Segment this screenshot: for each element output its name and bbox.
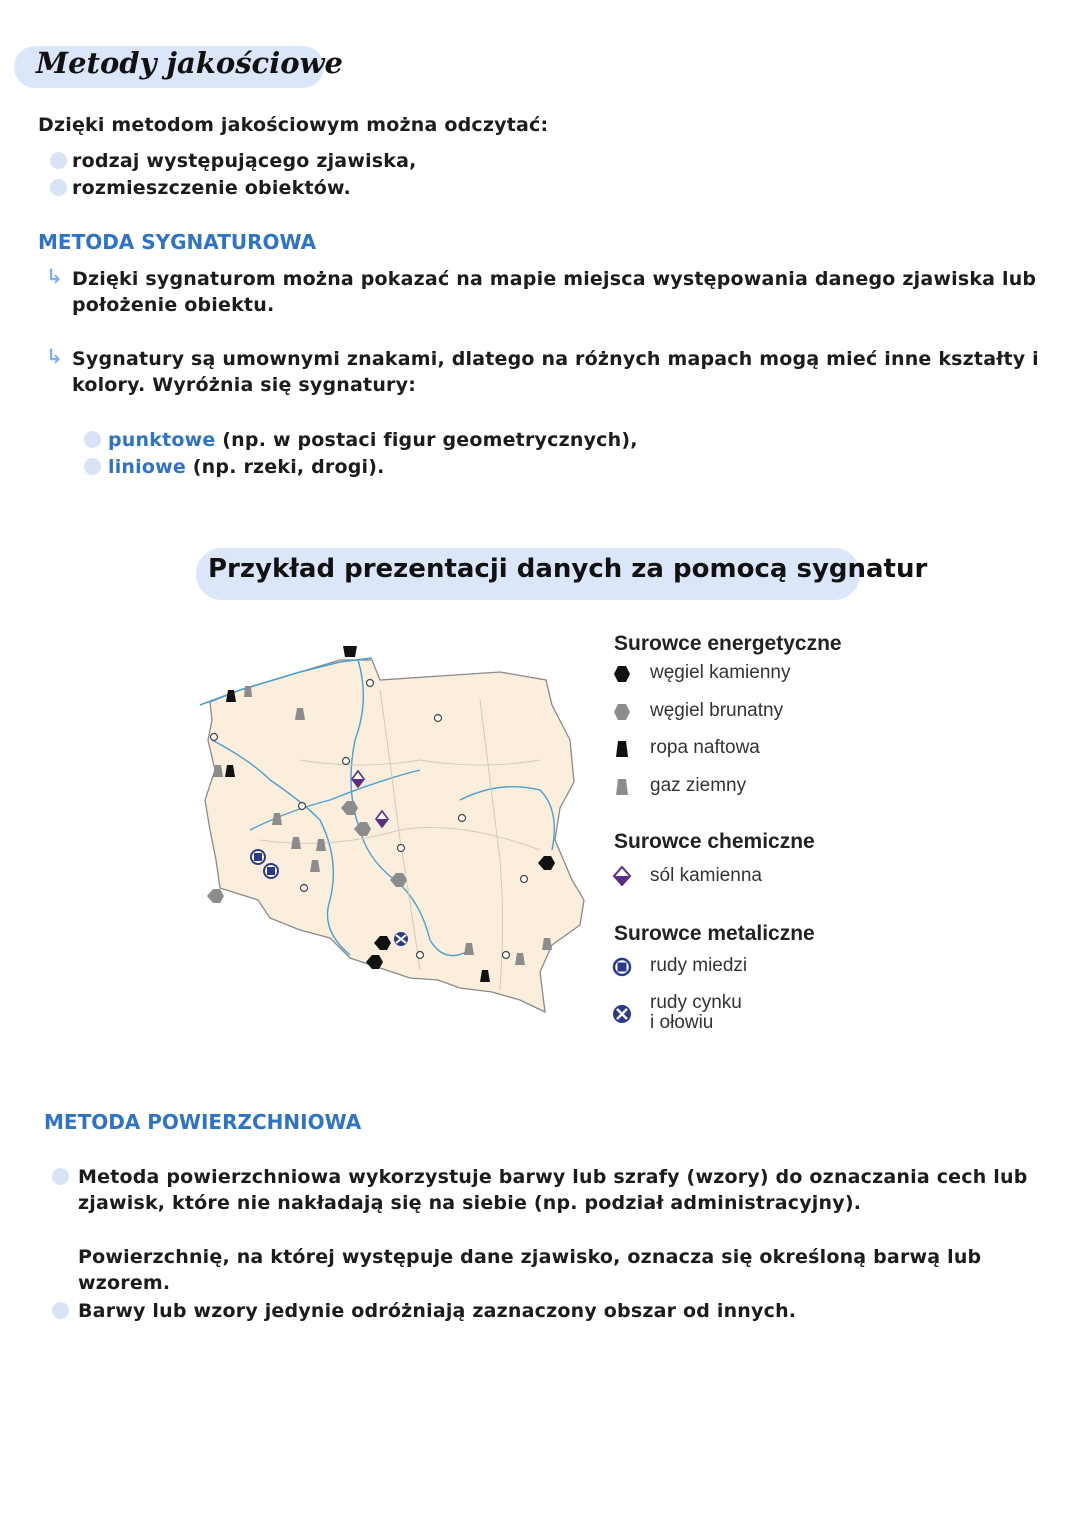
signature-type-desc: (np. w postaci figur geometrycznych), — [222, 429, 638, 451]
area-p1-line1: Metoda powierzchniowa wykorzystuje barwy lub szrafy (wzory) do oznaczania cech lub — [78, 1166, 1028, 1188]
signature-type-name: punktowe — [108, 429, 216, 451]
bullet-icon — [52, 1168, 69, 1185]
hexagon-black-icon — [612, 664, 632, 684]
bullet-icon — [52, 1302, 69, 1319]
signature-type-desc: (np. rzeki, drogi). — [192, 456, 385, 478]
signature-type-line — [108, 454, 385, 480]
copper-circle-icon — [612, 957, 632, 977]
bullet-icon — [84, 431, 101, 448]
signature-p2-line1: Sygnatury są umownymi znakami, dlatego na różnych mapach mogą mieć inne kształty i — [72, 348, 1039, 370]
intro-text: Dzięki metodom jakościowym można odczytać: — [38, 114, 549, 136]
legend-item-label: rudy cynku — [650, 992, 742, 1013]
section-heading-signature: METODA SYGNATUROWA — [38, 230, 317, 254]
signature-p1-line2: położenie obiektu. — [72, 294, 275, 316]
legend-group-title: Surowce chemiczne — [614, 830, 815, 853]
legend-item-label: gaz ziemny — [650, 775, 747, 796]
legend-item-label: węgiel kamienny — [650, 662, 791, 683]
poland-outline — [205, 660, 584, 1012]
signature-type-name: liniowe — [108, 456, 186, 478]
legend-item-label-multiline — [650, 993, 742, 1033]
hexagon-gray-icon — [612, 702, 632, 722]
diamond-purple-icon — [612, 866, 632, 886]
bullet-icon — [84, 458, 101, 475]
trapezoid-black-icon — [612, 739, 632, 759]
signature-type-point — [108, 427, 638, 453]
legend-item-label: rudy miedzi — [650, 955, 748, 976]
signature-p2-line2: kolory. Wyróżnia się sygnatury: — [72, 374, 417, 396]
example-heading: Przykład prezentacji danych za pomocą sygnatur — [208, 554, 928, 584]
section-heading-area: METODA POWIERZCHNIOWA — [44, 1110, 362, 1134]
bullet-icon — [50, 152, 67, 169]
legend-item-label: węgiel brunatny — [650, 700, 784, 721]
legend-item-label: sól kamienna — [650, 865, 762, 886]
page-title: Metody jakościowe — [36, 46, 343, 80]
area-p3: Barwy lub wzory jedynie odróżniają zaznaczony obszar od innych. — [78, 1300, 797, 1322]
zinc-lead-circle-icon — [612, 1004, 632, 1024]
poland-map — [190, 636, 600, 1026]
arrow-icon: ↳ — [46, 264, 63, 288]
legend-group-title: Surowce energetyczne — [614, 632, 842, 655]
signature-p1-line1: Dzięki sygnaturom można pokazać na mapie miejsca występowania danego zjawiska lub — [72, 268, 1037, 290]
intro-bullet-1: rodzaj występującego zjawiska, — [72, 150, 417, 172]
bullet-icon — [50, 179, 67, 196]
trapezoid-gray-icon — [612, 777, 632, 797]
intro-bullet-2: rozmieszczenie obiektów. — [72, 177, 351, 199]
legend-item-label: ropa naftowa — [650, 737, 760, 758]
arrow-icon: ↳ — [46, 344, 63, 368]
legend-group-title: Surowce metaliczne — [614, 922, 815, 945]
area-p1-line2: zjawisk, które nie nakładają się na siebie (np. podział administracyjny). — [78, 1192, 862, 1214]
legend-item-label: i ołowiu — [650, 1012, 714, 1033]
area-p2: Powierzchnię, na której występuje dane zjawisko, oznacza się określoną barwą lub wzorem. — [78, 1246, 982, 1294]
